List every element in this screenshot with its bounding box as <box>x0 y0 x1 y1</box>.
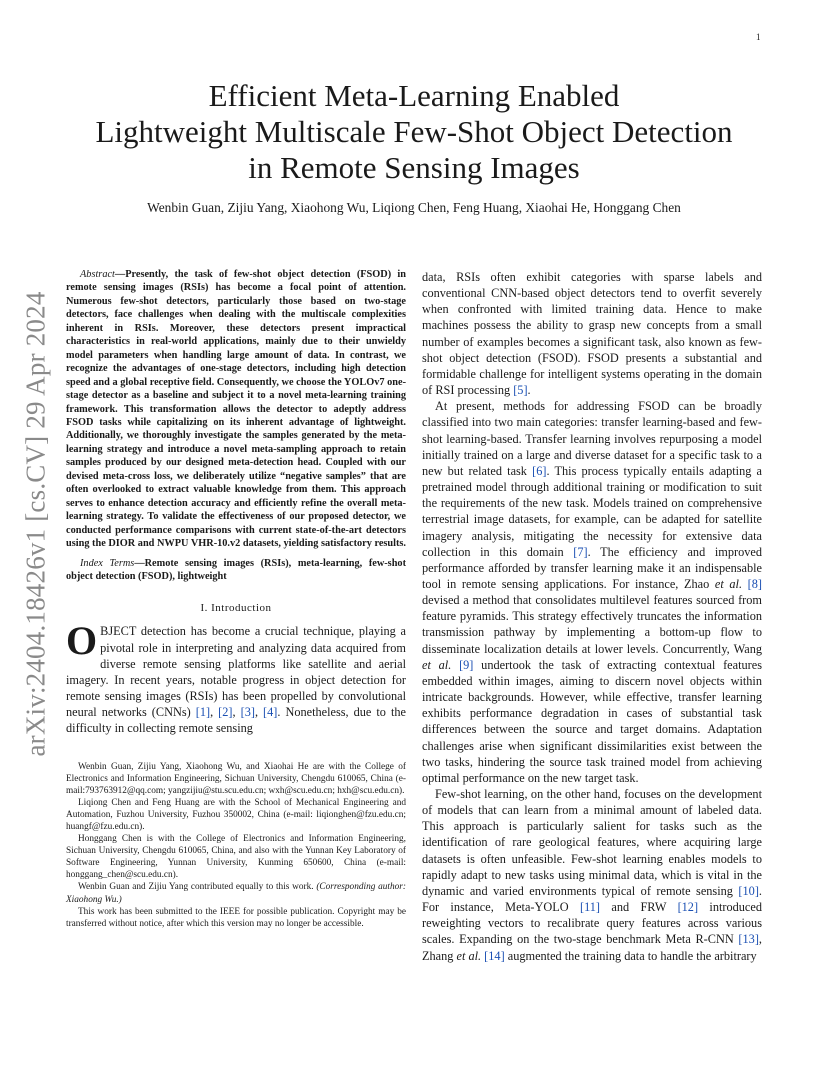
intro-paragraph: OBJECT detection has become a crucial technique, playing a pivotal role in interpreting and analyzing data acquired from diverse remote sensing platforms like satellite and aerial imagery. In recent years, notable progress in object detection for remote sensing images (RSIs) has been propelled by convolutional neural networks (CNNs) [1], [2], [3], [4]. Nonetheless, due to the difficulty in collecting remote sensing <box>66 618 406 736</box>
citation-link[interactable]: [14] <box>484 948 505 963</box>
index-terms-label: Index Terms <box>80 557 135 569</box>
footnote: Wenbin Guan, Zijiu Yang, Xiaohong Wu, and Xiaohai He are with the College of Electronics and Information Engineering, Sichuan University, Chengdu 610065, China (e-mail:793763912@qq.com; yangzijiu@stu.scu.edu.cn; wxh@scu.edu.cn; hxh@scu.edu.cn). <box>66 761 406 796</box>
paragraph-text: . This process typically entails adapting a pretrained model through additional training or modification to suit the requirements of the new task. Models trained on comprehensive terrestrial image datasets, for example, can be adapted for satellite imagery analysis, mitigating the necessity for extensive data collection in this domain <box>422 463 762 559</box>
citation-link[interactable]: [2] <box>218 705 233 720</box>
paragraph-text: and FRW <box>600 900 678 915</box>
left-column <box>66 268 406 930</box>
citation-link[interactable]: [6] <box>532 463 547 478</box>
footnote <box>66 881 406 905</box>
paragraph-text: data, RSIs often exhibit categories with sparse labels and conventional CNN-based object detectors tend to overfit severely when confronted with limited training data. Hence to make machines possess the ability to grasp new concepts from a small number of examples becomes a significant task, also known as few-shot object detection (FSOD). FSOD presents a substantial and formidable challenge for intelligent systems operating in the domain of RSI processing <box>422 270 762 398</box>
title-line: Lightweight Multiscale Few-Shot Object Detection <box>95 114 733 149</box>
paragraph-text: . For instance, Meta-YOLO <box>422 883 762 915</box>
paragraph-text: Few-shot learning, on the other hand, focuses on the development of models that can learn from a minimal amount of labeled data. This approach is particularly salient for tasks such as the identification of rare geological features, where acquiring large datasets is often unfeasible. Few-shot learning enables models to rapidly adapt to new tasks using minimal data, which is vital in the dynamic and varied environments typical of remote sensing <box>422 787 762 898</box>
paragraph-text: undertook the task of extracting contextual features embedded within images, aiming to discern novel objects within intricate backgrounds. However, while effective, transfer learning exhibits performance degradation in cases of substantial task differences between the source and target domains. Adaptation challenges arise when significant dissimilarities exist between the two tasks, hindering the source task trained model from achieving optimal performance on the new target task. <box>422 657 763 785</box>
citation-link[interactable]: [1] <box>195 705 211 720</box>
et-al: et al. <box>422 657 452 672</box>
citation-link[interactable]: [7] <box>573 544 588 559</box>
drop-cap: O <box>66 618 98 664</box>
arxiv-stamp <box>20 285 52 763</box>
abstract-text: —Presently, the task of few-shot object detection (FSOD) in remote sensing images (RSIs) has become a focal point of attention. Numerous few-shot detectors, particularly those based on two-stage detectors, face challenges when dealing with the multiscale complexities inherent in RSIs. Moreover, these detectors present impractical characteristics in real-world applications, mainly due to their unwieldy model parameters when handling large amount of data. In contrast, we recognize the advantages of one-stage detectors, including high detection speed and a global receptive field. Consequently, we choose the YOLOv7 one-stage detector as a baseline and subject it to a novel meta-learning training framework. This transformation allows the detector to adeptly address FSOD tasks while capitalizing on its inherent advantage of lightweight. Additionally, we thoroughly investigate the samples generated by the meta-learning strategy and introduce a novel meta-sampling approach to retain samples produced by our designed meta-detection head. Coupled with our devised meta-cross loss, we deliberately utilize “negative samples” that are often overlooked to extract valuable knowledge from them. This approach serves to enhance detection accuracy and efficiently refine the overall meta-learning strategy. To validate the effectiveness of our proposed detector, we conducted performance comparisons with current state-of-the-art detectors using the DIOR and NWPU VHR-10.v2 datasets, yielding satisfactory results. <box>66 269 407 550</box>
et-al: et al. <box>714 576 743 591</box>
citation-link[interactable]: [8] <box>747 576 762 591</box>
citation-link[interactable]: [11] <box>580 900 601 915</box>
footnotes <box>66 761 406 930</box>
abstract <box>66 268 406 551</box>
paper-title <box>60 78 768 186</box>
title-line: Efficient Meta-Learning Enabled <box>208 78 620 113</box>
footnote: This work has been submitted to the IEEE for possible publication. Copyright may be transferred without notice, after which this version may no longer be accessible. <box>66 906 406 929</box>
index-terms-text: —Remote sensing images (RSIs), meta-learning, few-shot object detection (FSOD), lightweight <box>66 557 406 582</box>
citation-link[interactable]: [5] <box>513 383 528 398</box>
paragraph-text: augmented the training data to handle the arbitrary <box>504 948 757 963</box>
section-heading: I. Introduction <box>200 602 272 615</box>
paragraph-text: At present, methods for addressing FSOD can be broadly classified into two main categories: transfer learning-based and few-shot learning-based. Transfer learning involves repurposing a model initially trained on a large and diverse dataset for a specific task to a new but related task <box>422 399 762 478</box>
author-list: Wenbin Guan, Zijiu Yang, Xiaohong Wu, Liqiong Chen, Feng Huang, Xiaohai He, Honggang Chen <box>147 200 681 215</box>
paragraph-text: introduced reweighting vectors to recalibrate query features across various scales. Expanding on the two-stage benchmark Meta R-CNN <box>422 900 762 947</box>
footnote: Honggang Chen is with the College of Electronics and Information Engineering, Sichuan University, Chengdu 610065, China, and also with the Yunnan Key Laboratory of Software Engineering, Yunnan University, Kunming 650600, China (e-mail: honggang_chen@scu.edu.cn). <box>66 834 406 881</box>
body-paragraph <box>422 398 762 786</box>
paragraph-text: , Zhang <box>422 932 762 963</box>
intro-text: BJECT detection has become a crucial technique, playing a pivotal role in interpreting and analyzing data acquired from diverse remote sensing platforms like satellite and aerial imagery. In recent years, notable progress in object detection for remote sensing images (RSIs) has been propelled by convolutional neural networks (CNNs) <box>66 624 406 720</box>
citation-link[interactable]: [13] <box>738 932 759 947</box>
corresponding-author: (Corresponding author: Xiaohong Wu.) <box>66 882 406 905</box>
footnote: Liqiong Chen and Feng Huang are with the School of Mechanical Engineering and Automation, Fuzhou University, Fuzhou 350002, China (e-mail: liqionghen@fzu.edu.cn; huangf@fzu.edu.cn). <box>66 797 406 832</box>
title-line: in Remote Sensing Images <box>248 150 580 185</box>
citation-link[interactable]: [3] <box>240 705 255 720</box>
right-column <box>422 269 762 964</box>
citation-link[interactable]: [9] <box>459 657 474 672</box>
body-paragraph <box>422 786 762 964</box>
body-paragraph: data, RSIs often exhibit categories with sparse labels and conventional CNN-based object detectors tend to overfit severely when confronted with limited training data. Hence to make machines possess the ability to grasp new concepts from a small number of examples becomes a significant task, also known as few-shot object detection (FSOD). FSOD presents a substantial and formidable challenge for intelligent systems operating in the domain of RSI processing [5]. <box>422 270 762 398</box>
index-terms <box>66 557 406 584</box>
arxiv-stamp-text: arXiv:2404.18426v1 [cs.CV] 29 Apr 2024 <box>20 291 51 757</box>
abstract-label: Abstract <box>80 269 115 280</box>
et-al: et al. <box>456 948 482 963</box>
paragraph-text: . The efficiency and improved performance afforded by transfer learning make it an indispensable tool in remote sensing applications. For instance, Zhao <box>422 544 762 591</box>
citation-link[interactable]: [4] <box>263 705 278 720</box>
citation-link[interactable]: [10] <box>738 883 759 898</box>
page-number: 1 <box>756 32 761 42</box>
intro-text: Nonetheless, due to the difficulty in collecting remote sensing <box>66 705 406 736</box>
footnote-text: Wenbin Guan and Zijiu Yang contributed equally to this work. <box>78 882 317 893</box>
paragraph-text: devised a method that consolidates multilevel features sourced from feature pyramids. This strategy effectively truncates the information transmission pathway by implementing a bottom-up flow to disseminate localization details at lower levels. Concurrently, Wang <box>422 593 762 656</box>
citation-link[interactable]: [12] <box>677 900 699 915</box>
